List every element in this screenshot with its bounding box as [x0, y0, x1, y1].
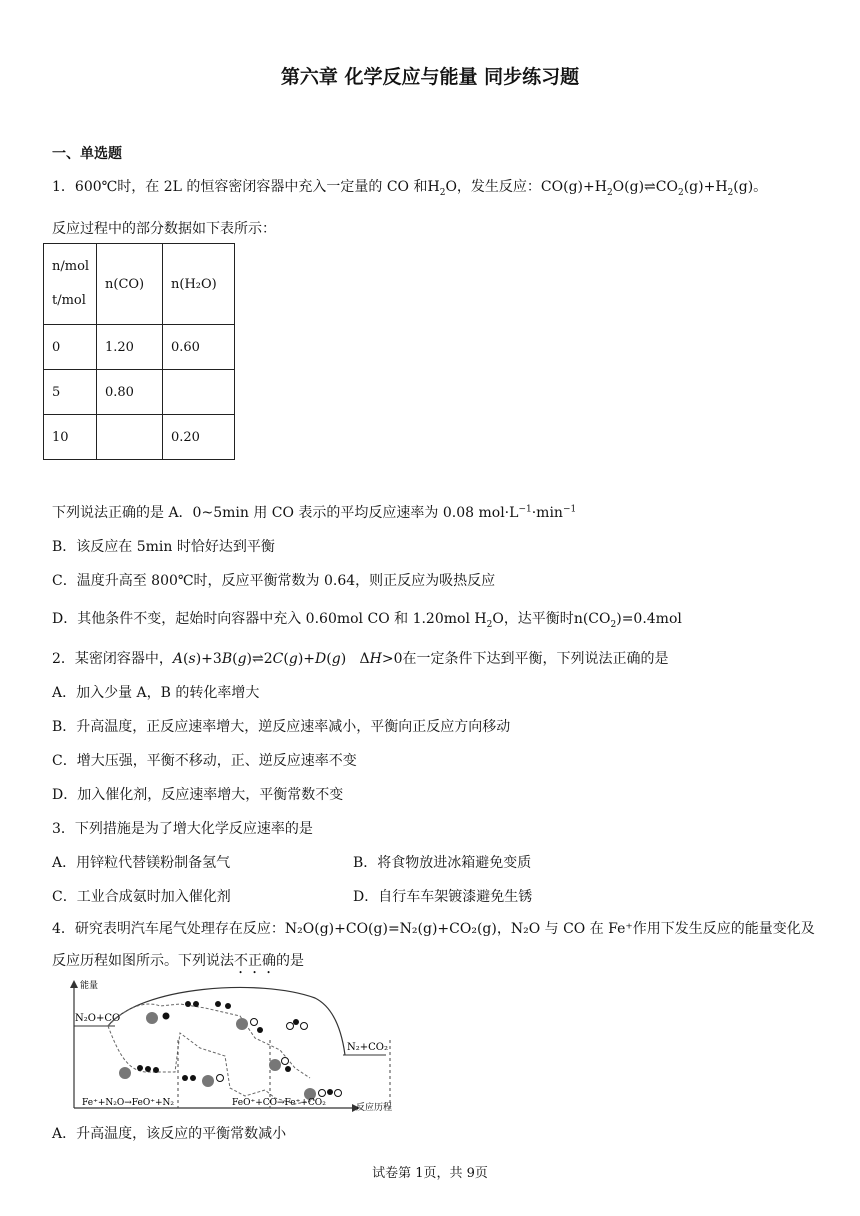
q1-data-table — [43, 243, 235, 460]
q4-stem: 4．研究表明汽车尾气处理存在反应：N₂O(g)+CO(g)=N₂(g)+CO₂(g)，N₂O 与 CO 在 Fe⁺作用下发生反应的能量变化及 — [52, 921, 815, 937]
page-title: 第六章 化学反应与能量 同步练习题 — [280, 66, 580, 88]
y-axis-label: 能量 — [80, 981, 99, 991]
q2-stem: 2．某密闭容器中，A(s)+3B(g)⇌2C(g)+D(g) ΔH>0在一定条件下达到平衡，下列说法正确的是 — [52, 651, 669, 667]
step2-label: FeO⁺+CO→Fe⁺+CO₂ — [232, 1098, 326, 1108]
q3-option-d: D．自行车车架镀漆避免生锈 — [353, 889, 533, 905]
product-label: N₂+CO₂ — [347, 1042, 388, 1053]
q3-option-a: A．用锌粒代替镁粉制备氢气 — [52, 855, 231, 871]
table-header-h2o: n(H₂O) — [163, 244, 235, 325]
q2-option-d: D．加入催化剂，反应速率增大，平衡常数不变 — [52, 787, 344, 803]
q1-stem-cont: 反应过程中的部分数据如下表所示： — [52, 221, 276, 237]
emphasis-text: 不正确 — [234, 953, 276, 969]
table-row: 5 0.80 — [44, 370, 235, 415]
page-footer: 试卷第 1页，共 9页 — [372, 1166, 488, 1181]
q2-option-a: A．加入少量 A，B 的转化率增大 — [52, 685, 260, 701]
table-row: 0 1.20 0.60 — [44, 325, 235, 370]
reactant-label: N₂O+CO — [75, 1013, 121, 1024]
q1-option-c: C．温度升高至 800℃时，反应平衡常数为 0.64，则正反应为吸热反应 — [52, 573, 496, 589]
q2-option-b: B．升高温度，正反应速率增大，逆反应速率减小，平衡向正反应方向移动 — [52, 719, 511, 735]
q1-option-b: B．该反应在 5min 时恰好达到平衡 — [52, 539, 275, 555]
q1-option-d: D．其他条件不变，起始时向容器中充入 0.60mol CO 和 1.20mol $H_2O$，达平衡时$n(CO_2)=0.4mol$ — [52, 611, 682, 630]
q4-stem-cont: 反应历程如图所示。下列说法不正确的是 — [52, 953, 304, 969]
q3-option-c: C．工业合成氨时加入催化剂 — [52, 889, 231, 905]
x-axis-label: 反应历程 — [356, 1103, 393, 1113]
table-header-co: n(CO) — [97, 244, 163, 325]
q4-option-a: A．升高温度，该反应的平衡常数减小 — [52, 1126, 287, 1142]
q1-stem: 1．600℃时，在 2L 的恒容密闭容器中充入一定量的 CO 和$H_2O$，发生反应：$CO(g)+H_2O(g)\rightleftharpoons CO_2(g)+H_2(g)$。 — [52, 179, 768, 198]
step1-label: Fe⁺+N₂O→FeO⁺+N₂ — [82, 1098, 175, 1108]
energy-profile-diagram — [60, 978, 420, 1118]
table-row: 10 0.20 — [44, 415, 235, 460]
q3-stem: 3．下列措施是为了增大化学反应速率的是 — [52, 821, 313, 837]
q2-option-c: C．增大压强，平衡不移动，正、逆反应速率不变 — [52, 753, 357, 769]
section-heading: 一、单选题 — [52, 146, 122, 162]
table-corner-header: n/mol t/mol — [44, 244, 97, 325]
q1-option-a: 下列说法正确的是 A．0~5min 用 CO 表示的平均反应速率为 0.08 $mol\cdot L^{-1}\cdot\min^{-1}$ — [52, 504, 577, 521]
q3-option-b: B．将食物放进冰箱避免变质 — [353, 855, 532, 871]
